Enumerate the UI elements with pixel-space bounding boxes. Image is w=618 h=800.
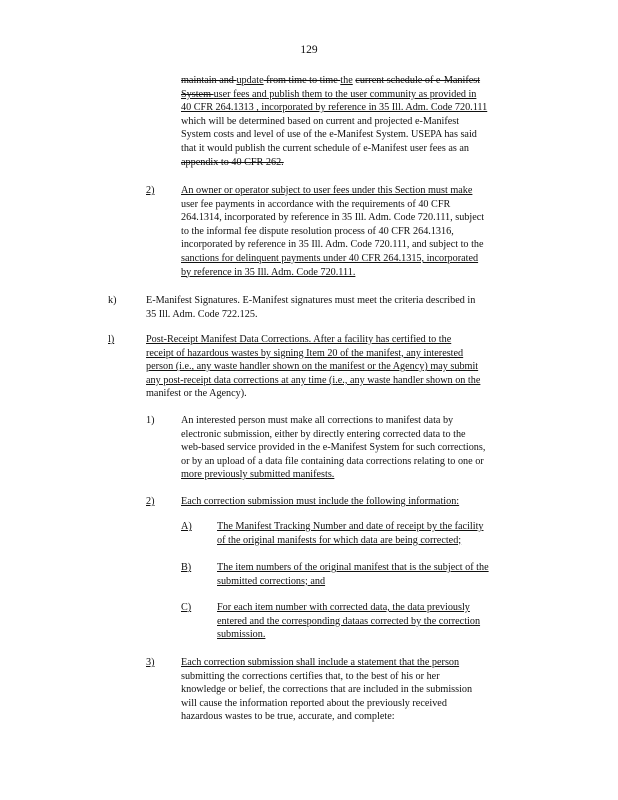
text-line: The Manifest Tracking Number and date of receipt by the facility [217,521,484,532]
text-line: manifest or the Agency). [146,388,247,400]
text-line: maintain and update from time to time the current schedule of e-Manifest [181,75,481,86]
continuation-paragraph [181,74,533,169]
text-line: System costs and level of use of the e-Manifest System. USEPA has said [181,129,477,141]
item-marker-B: B) [181,562,192,573]
item-marker-C: C) [181,602,192,613]
text-line: 40 CFR 264.1313 , incorporated by reference in 35 Ill. Adm. Code 720.111 [181,102,488,114]
item-l-paragraph [146,333,538,401]
text-line: by reference in 35 Ill. Adm. Code 720.111. [181,266,356,278]
text-line: 35 Ill. Adm. Code 722.125. [146,308,258,320]
text-line: to the informal fee dispute resolution process of 40 CFR 264.1316, [181,225,454,237]
item-marker-l1: 1) [146,415,155,426]
text-line: Each correction submission must include the following information: [181,496,460,507]
text-line: incorporated by reference in 35 Ill. Adm. Code 720.111, and subject to the [181,239,484,251]
text-line: or by an upload of a data file containing data corrections relating to one or [181,455,484,467]
item-marker-l2: 2) [146,496,155,507]
text-line: System user fees and publish them to the user community as provided in [181,88,477,100]
text-line: An owner or operator subject to user fees under this Section must make [181,185,473,196]
text-line: 264.1314, incorporated by reference in 35 Ill. Adm. Code 720.111, subject [181,212,485,224]
item-marker-A: A) [181,521,192,532]
text-line: appendix to 40 CFR 262. [181,156,284,168]
item-3-paragraph [181,656,521,724]
text-line: any post-receipt data corrections at any time (i.e., any waste handler shown on the [146,374,481,386]
item-C-paragraph [217,601,533,642]
text-line: user fee payments in accordance with the requirements of 40 CFR [181,198,451,210]
text-line: receipt of hazardous wastes by signing Item 20 of the manifest, any interested [146,347,464,359]
text-line: web-based service provided in the e-Manifest System for such corrections, [181,442,486,454]
item-marker-l: l) [108,334,115,345]
item-marker-k: k) [108,295,117,306]
text-line: electronic submission, either by directly entering corrected data to the [181,428,466,440]
text-line: knowledge or belief, the corrections that are included in the submission [181,684,473,696]
page-number: 129 [300,44,318,56]
text-line: The item numbers of the original manifest that is the subject of the [217,562,489,573]
text-line: that it would publish the current schedule of e-Manifest user fees as an [181,142,469,154]
text-line: submitted corrections; and [217,575,326,587]
text-line: will cause the information reported about the previously received [181,697,447,709]
text-line: E-Manifest Signatures. E-Manifest signatures must meet the criteria described in [146,295,476,306]
text-line: which will be determined based on current and projected e-Manifest [181,115,460,127]
text-line: sanctions for delinquent payments under 40 CFR 264.1315, incorporated [181,252,479,264]
text-line: of the original manifests for which data are being corrected; [217,534,462,546]
item-marker-2: 2) [146,185,155,196]
item-l1-paragraph [181,414,537,482]
text-line: An interested person must make all corrections to manifest data by [181,415,454,426]
text-line: Each correction submission shall include a statement that the person [181,657,460,668]
item-marker-3: 3) [146,657,155,668]
text-line: entered and the corresponding dataas corrected by the correction [217,615,481,627]
item-A-paragraph [217,520,533,547]
item-k-paragraph [146,294,537,321]
text-line: person (i.e., any waste handler shown on the manifest or the Agency) may submit [146,361,479,373]
text-line: Post-Receipt Manifest Data Corrections. After a facility has certified to the [146,334,452,345]
item-l2-paragraph [181,495,511,509]
item-2-paragraph [181,184,535,279]
text-line: more previously submitted manifests. [181,469,335,481]
text-line: hazardous wastes to be true, accurate, and complete: [181,711,395,723]
text-line: submitting the corrections certifies that, to the best of his or her [181,670,440,682]
text-line: For each item number with corrected data, the data previously [217,602,470,613]
item-B-paragraph [217,561,538,588]
text-line: submission. [217,629,266,641]
